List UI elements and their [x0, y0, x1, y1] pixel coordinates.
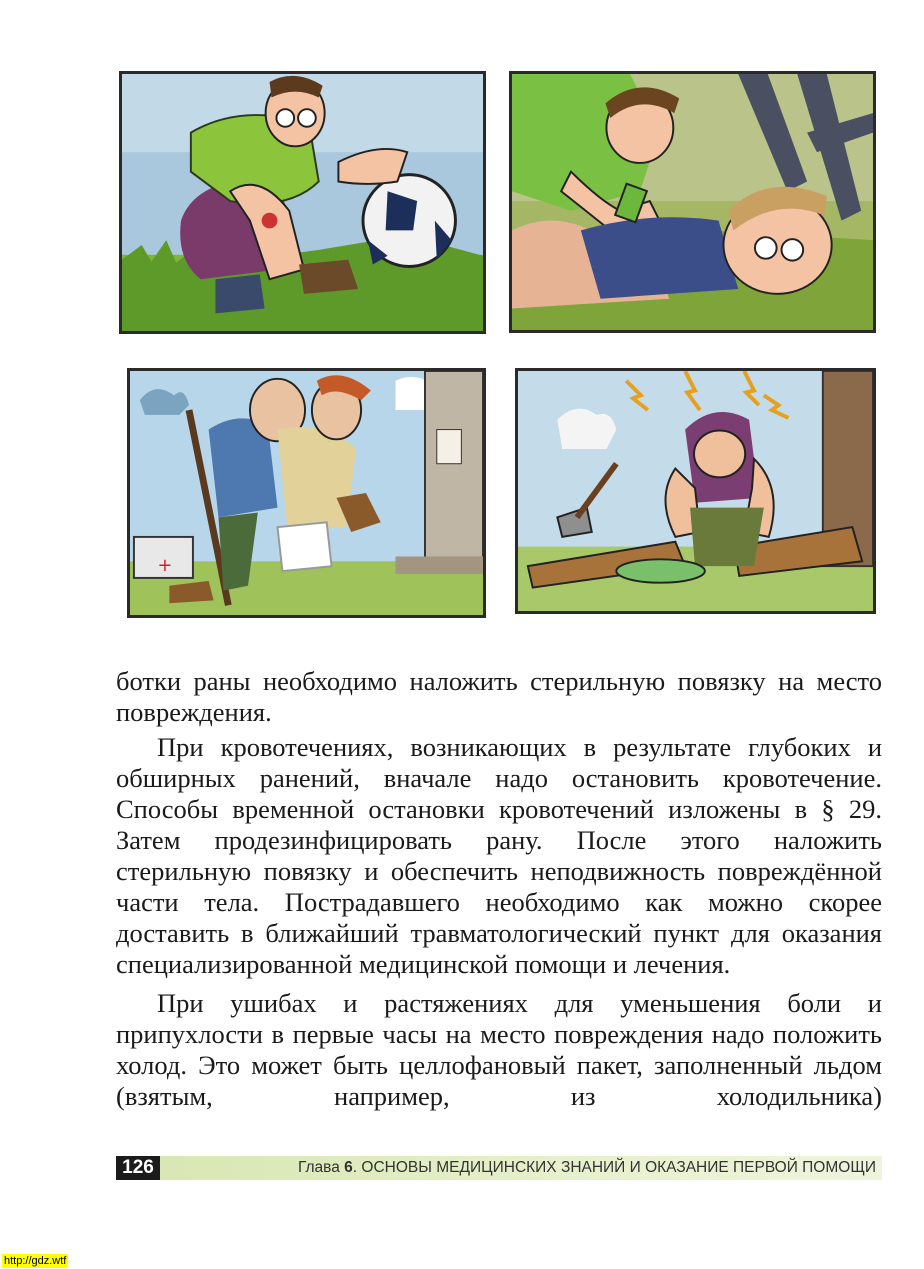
paragraph-3: При ушибах и растяжениях для уменьшения боли и припухлости в первые часы на место повреждения надо положить холод. Это может быть целлофановый пакет, заполненный льдом (взятым, например, из холодильника) [116, 988, 882, 1111]
svg-text:+: + [157, 556, 173, 577]
illustration-carrying-injured-boy [127, 368, 486, 618]
illustration-head-injury [515, 368, 876, 614]
chapter-number: 6 [344, 1159, 353, 1176]
watermark-url[interactable]: http://gdz.wtf [4, 1255, 67, 1267]
paragraph-1: ботки раны необходимо наложить стерильную повязку на место повреждения. [116, 666, 882, 727]
illustration-first-aid-lying-boy [509, 71, 876, 333]
chapter-title: . ОСНОВЫ МЕДИЦИНСКИХ ЗНАНИЙ И ОКАЗАНИЕ ПЕРВОЙ ПОМОЩИ [352, 1159, 876, 1176]
illustration-injured-knee [119, 71, 486, 334]
body-text [116, 666, 882, 1112]
page-number: 126 [116, 1156, 160, 1180]
paragraph-2: При кровотечениях, возникающих в результате глубоких и обширных ранений, вначале надо остановить кровотечение. Способы временной остановки кровотечений изложены в § 29. Затем продезинфицировать рану. После этого наложить стерильную повязку и обеспечить неподвижность повреждённой части тела. Пострадавшего необходимо как можно скорее доставить в ближайший травматологический пункт для оказания специализированной медицинской помощи и лечения. [116, 732, 882, 979]
page-footer [116, 1156, 882, 1180]
chapter-heading [298, 1156, 876, 1180]
chapter-prefix: Глава [297, 1159, 340, 1176]
